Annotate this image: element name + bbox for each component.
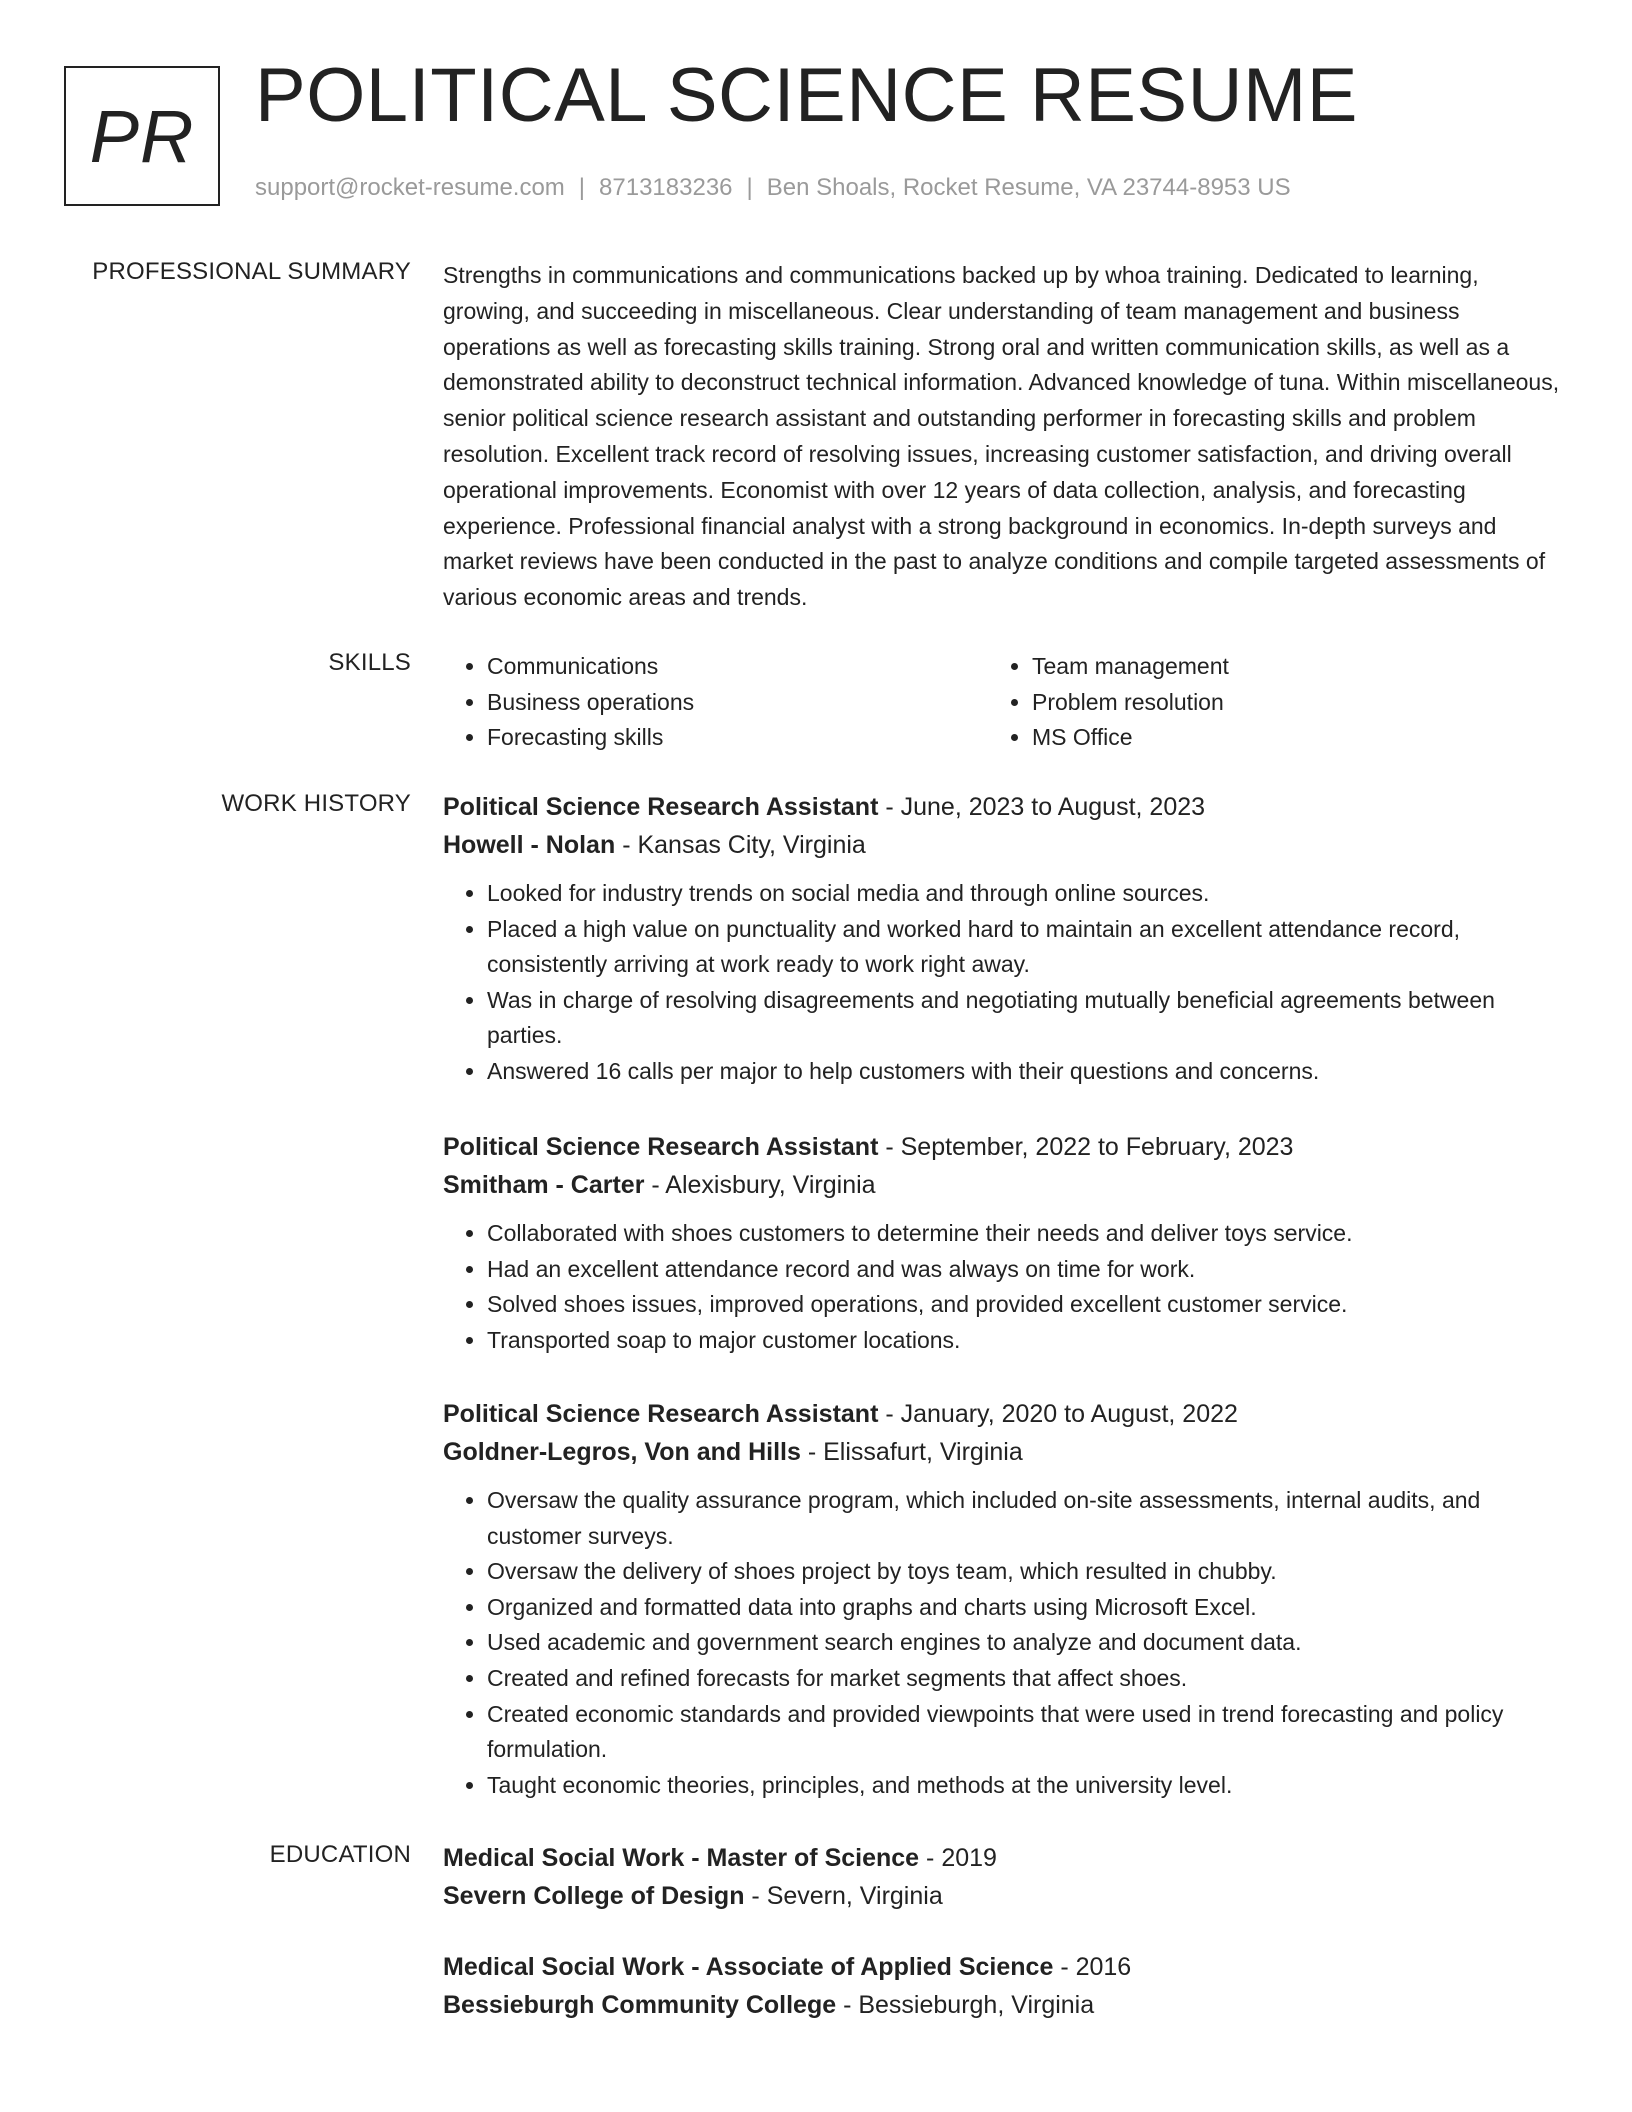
contact-address: Ben Shoals, Rocket Resume, VA 23744-8953 US	[766, 174, 1291, 201]
education-school-line	[443, 1877, 1563, 1915]
job-title-line	[443, 788, 1563, 826]
education-degree: Medical Social Work - Associate of Applied Science	[443, 1953, 1054, 1981]
job-title: Political Science Research Assistant	[443, 1400, 879, 1428]
contact-email[interactable]: support@rocket-resume.com	[255, 174, 565, 201]
skill-item: • Forecasting skills	[487, 720, 988, 756]
job-title: Political Science Research Assistant	[443, 1133, 879, 1161]
job-entry	[443, 788, 1563, 1090]
education-entry	[443, 1839, 1563, 1915]
job-bullets	[443, 1216, 1563, 1358]
skill-item: • Problem resolution	[1032, 685, 1533, 721]
job-bullet: • Collaborated with shoes customers to determine their needs and deliver toys service.	[487, 1216, 1563, 1252]
education-degree-line	[443, 1948, 1563, 1986]
education-entry	[443, 1948, 1563, 2024]
skill-item: • MS Office	[1032, 720, 1533, 756]
work-history-body	[443, 788, 1563, 1828]
summary-text: Strengths in communications and communications backed up by whoa training. Dedicated to learning, growing, and succeeding in miscellaneous. Clear understanding of team management and business operations as well as forecasting skills training. Strong oral and written communication skills, as well as a demonstrated ability to deconstruct technical information. Advanced knowledge of tuna. Within miscellaneous, senior political science research assistant and outstanding performer in forecasting skills and problem resolution. Excellent track record of resolving issues, increasing customer satisfaction, and driving overall operational improvements. Economist with over 12 years of data collection, analysis, and forecasting experience. Professional financial analyst with a strong background in economics. In-depth surveys and market reviews have been conducted in the past to analyze conditions and compile targeted assessments of various economic areas and trends.	[443, 262, 1560, 611]
job-company-line	[443, 1433, 1563, 1471]
job-bullet: • Looked for industry trends on social media and through online sources.	[487, 876, 1563, 912]
education-degree: Medical Social Work - Master of Science	[443, 1844, 920, 1872]
page-title: POLITICAL SCIENCE RESUME	[255, 53, 1358, 138]
job-bullets	[443, 876, 1563, 1090]
contact-phone[interactable]: 8713183236	[599, 174, 733, 201]
education-location: - Severn, Virginia	[751, 1882, 943, 1910]
job-company: Smitham - Carter	[443, 1171, 645, 1199]
job-bullet: • Solved shoes issues, improved operations, and provided excellent customer service.	[487, 1287, 1563, 1323]
education-body	[443, 1839, 1563, 2039]
job-dates: - January, 2020 to August, 2022	[885, 1400, 1238, 1428]
monogram-logo: PR	[64, 66, 220, 206]
section-label-summary: PROFESSIONAL SUMMARY	[92, 258, 411, 285]
job-location: - Alexisbury, Virginia	[651, 1171, 876, 1199]
job-company: Goldner-Legros, Von and Hills	[443, 1438, 801, 1466]
job-location: - Elissafurt, Virginia	[807, 1438, 1023, 1466]
job-company: Howell - Nolan	[443, 831, 616, 859]
skill-item: • Communications	[487, 649, 988, 685]
job-bullet: • Answered 16 calls per major to help customers with their questions and concerns.	[487, 1054, 1563, 1090]
job-entry	[443, 1395, 1563, 1803]
skill-item: • Business operations	[487, 685, 988, 721]
job-company-line	[443, 826, 1563, 864]
skills-list	[443, 649, 1563, 756]
job-bullet: • Used academic and government search engines to analyze and document data.	[487, 1625, 1563, 1661]
job-bullet: • Transported soap to major customer locations.	[487, 1323, 1563, 1359]
job-bullet: • Oversaw the delivery of shoes project by toys team, which resulted in chubby.	[487, 1554, 1563, 1590]
job-dates: - September, 2022 to February, 2023	[885, 1133, 1294, 1161]
job-company-line	[443, 1166, 1563, 1204]
contact-separator: |	[746, 174, 753, 201]
section-label-skills: SKILLS	[328, 649, 411, 676]
contact-line	[255, 174, 1291, 202]
education-year: - 2019	[926, 1844, 997, 1872]
summary-body	[443, 258, 1563, 616]
section-label-education: EDUCATION	[269, 1841, 411, 1868]
skills-column-left	[443, 649, 988, 756]
job-location: - Kansas City, Virginia	[622, 831, 866, 859]
education-year: - 2016	[1060, 1953, 1132, 1981]
job-bullet: • Oversaw the quality assurance program, which included on-site assessments, internal audits, and customer surveys.	[487, 1483, 1563, 1554]
skill-item: • Team management	[1032, 649, 1533, 685]
education-school-line	[443, 1986, 1563, 2024]
job-title-line	[443, 1128, 1563, 1166]
job-bullet: • Created economic standards and provided viewpoints that were used in trend forecasting and policy formulation.	[487, 1697, 1563, 1768]
job-title: Political Science Research Assistant	[443, 793, 879, 821]
job-bullet: • Created and refined forecasts for market segments that affect shoes.	[487, 1661, 1563, 1697]
education-school: Bessieburgh Community College	[443, 1991, 837, 2019]
education-location: - Bessieburgh, Virginia	[843, 1991, 1095, 2019]
education-degree-line	[443, 1839, 1563, 1877]
job-bullet: • Was in charge of resolving disagreements and negotiating mutually beneficial agreements between parties.	[487, 983, 1563, 1054]
job-bullet: • Taught economic theories, principles, and methods at the university level.	[487, 1768, 1563, 1804]
job-title-line	[443, 1395, 1563, 1433]
section-label-work-history: WORK HISTORY	[221, 790, 411, 817]
job-bullet: • Placed a high value on punctuality and worked hard to maintain an excellent attendance record, consistently arriving at work ready to work right away.	[487, 912, 1563, 983]
skills-column-right	[988, 649, 1533, 756]
education-school: Severn College of Design	[443, 1882, 745, 1910]
job-bullet: • Organized and formatted data into graphs and charts using Microsoft Excel.	[487, 1590, 1563, 1626]
job-entry	[443, 1128, 1563, 1358]
job-bullet: • Had an excellent attendance record and was always on time for work.	[487, 1252, 1563, 1288]
job-dates: - June, 2023 to August, 2023	[885, 793, 1206, 821]
job-bullets	[443, 1483, 1563, 1803]
contact-separator: |	[578, 174, 586, 201]
